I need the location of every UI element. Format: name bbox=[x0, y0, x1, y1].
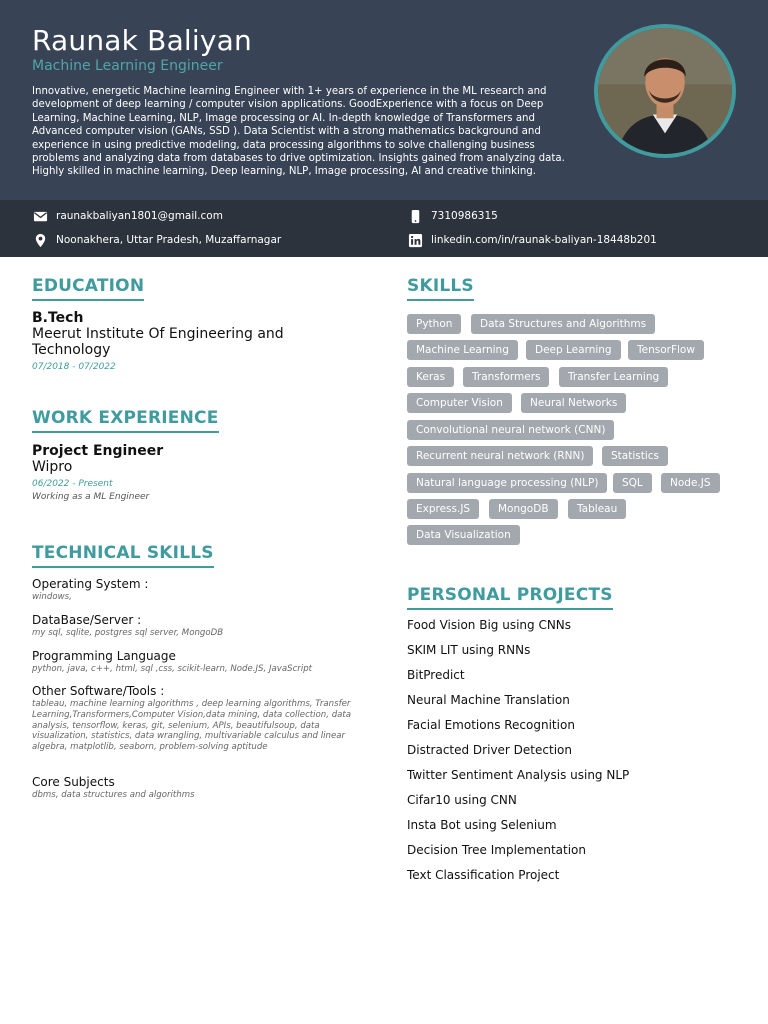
contact-location bbox=[32, 232, 281, 248]
project-item: SKIM LIT using RNNs bbox=[407, 643, 531, 657]
project-item: Cifar10 using CNN bbox=[407, 793, 517, 807]
skill-chip: Data Visualization bbox=[407, 525, 520, 545]
tech-skill-label: Operating System : bbox=[32, 577, 149, 591]
education-heading: EDUCATION bbox=[32, 276, 144, 301]
project-item: Facial Emotions Recognition bbox=[407, 718, 575, 732]
contact-phone[interactable] bbox=[407, 208, 498, 224]
project-item: Twitter Sentiment Analysis using NLP bbox=[407, 768, 630, 782]
tech-skill-tools bbox=[32, 684, 362, 753]
work-experience-heading: WORK EXPERIENCE bbox=[32, 408, 219, 433]
job-description: Working as a ML Engineer bbox=[32, 492, 150, 502]
education-dates: 07/2018 - 07/2022 bbox=[32, 362, 116, 372]
email-text: raunakbaliyan1801@gmail.com bbox=[56, 210, 223, 222]
skill-chip: Express.JS bbox=[407, 499, 479, 519]
project-item: BitPredict bbox=[407, 668, 465, 682]
skill-chip: TensorFlow bbox=[628, 340, 704, 360]
candidate-role: Machine Learning Engineer bbox=[32, 58, 223, 74]
tech-skill-os bbox=[32, 577, 362, 603]
contact-linkedin[interactable] bbox=[407, 232, 657, 248]
tech-skill-value: dbms, data structures and algorithms bbox=[32, 790, 195, 800]
linkedin-text: linkedin.com/in/raunak-baliyan-18448b201 bbox=[431, 234, 657, 246]
header bbox=[0, 0, 768, 200]
tech-skill-label: Other Software/Tools : bbox=[32, 684, 165, 698]
project-item: Insta Bot using Selenium bbox=[407, 818, 557, 832]
tech-skill-programming bbox=[32, 649, 362, 675]
work-dates: 06/2022 - Present bbox=[32, 479, 113, 489]
tech-skill-label: Programming Language bbox=[32, 649, 176, 663]
skill-chip: SQL bbox=[613, 473, 652, 493]
contact-email[interactable] bbox=[32, 208, 223, 224]
tech-skill-value: python, java, c++, html, sql ,css, scikit-learn, Node.JS, JavaScript bbox=[32, 664, 313, 674]
linkedin-icon bbox=[407, 232, 423, 248]
location-pin-icon bbox=[32, 232, 48, 248]
skill-chip: Tableau bbox=[568, 499, 626, 519]
skill-chip: Transformers bbox=[463, 367, 549, 387]
project-item: Decision Tree Implementation bbox=[407, 843, 587, 857]
job-title: Project Engineer bbox=[32, 443, 164, 459]
skill-chip: Node.JS bbox=[661, 473, 720, 493]
skill-chip: Data Structures and Algorithms bbox=[471, 314, 655, 334]
skill-chip: Transfer Learning bbox=[559, 367, 668, 387]
company-name: Wipro bbox=[32, 459, 73, 475]
tech-skill-label: DataBase/Server : bbox=[32, 613, 142, 627]
skill-chip: Deep Learning bbox=[526, 340, 621, 360]
skill-chip: Convolutional neural network (CNN) bbox=[407, 420, 614, 440]
skill-chip: Recurrent neural network (RNN) bbox=[407, 446, 593, 466]
technical-skills-heading: TECHNICAL SKILLS bbox=[32, 543, 214, 568]
project-item: Text Classification Project bbox=[407, 868, 560, 882]
profile-photo-illustration bbox=[598, 28, 732, 154]
profile-photo bbox=[594, 24, 736, 158]
skill-chip: Computer Vision bbox=[407, 393, 512, 413]
tech-skill-value: tableau, machine learning algorithms , deep learning algorithms, Transfer Learning,Transformers,Computer Vision,data mining, data collection, data analysis, tensorflow, keras, git, selenium, APIs, beautifulsoup, data visualization, statistics, data wrangling, multivariable calculus and linear algebra, matplotlib, seaborn, problem-solving aptitude bbox=[32, 699, 352, 753]
institution: Meerut Institute Of Engineering and Technology bbox=[32, 326, 284, 358]
candidate-name: Raunak Baliyan bbox=[32, 24, 252, 57]
skill-chip: Python bbox=[407, 314, 461, 334]
degree: B.Tech bbox=[32, 310, 84, 326]
project-item: Food Vision Big using CNNs bbox=[407, 618, 572, 632]
skills-heading: SKILLS bbox=[407, 276, 474, 301]
skill-chip: Machine Learning bbox=[407, 340, 518, 360]
personal-projects-heading: PERSONAL PROJECTS bbox=[407, 585, 613, 610]
project-item: Neural Machine Translation bbox=[407, 693, 570, 707]
tech-skill-label: Core Subjects bbox=[32, 775, 115, 789]
location-text: Noonakhera, Uttar Pradesh, Muzaffarnagar bbox=[56, 234, 282, 246]
phone-text: 7310986315 bbox=[431, 210, 498, 222]
contact-bar bbox=[0, 200, 768, 257]
phone-icon bbox=[407, 208, 423, 224]
profile-summary: Innovative, energetic Machine learning Engineer with 1+ years of experience in the ML research and development of deep learning / computer vision applications. GoodExperience with a focus on Deep Learning, Machine Learning, NLP, Image processing or AI. In-depth knowledge of Transformers and Advanced computer vision (GANs, SSD ). Data Scientist with a strong mathematics background and experience in using predictive modeling, data processing algorithms to solve challenging business problems and analyzing data from databases to drive optimization. Insights gained from analyzing data. Highly skilled in machine learning, Deep learning, NLP, Image processing, AI and creative thinking. bbox=[32, 86, 565, 178]
tech-skill-value: my sql, sqlite, postgres sql server, MongoDB bbox=[32, 628, 224, 638]
skill-chip: MongoDB bbox=[489, 499, 558, 519]
skill-chip: Keras bbox=[407, 367, 454, 387]
project-item: Distracted Driver Detection bbox=[407, 743, 572, 757]
tech-skill-core-subjects bbox=[32, 775, 362, 801]
tech-skill-database bbox=[32, 613, 362, 639]
skill-chip: Natural language processing (NLP) bbox=[407, 473, 607, 493]
envelope-icon bbox=[32, 208, 48, 224]
tech-skill-value: windows, bbox=[32, 592, 72, 602]
skill-chip: Neural Networks bbox=[521, 393, 626, 413]
skill-chip: Statistics bbox=[602, 446, 668, 466]
